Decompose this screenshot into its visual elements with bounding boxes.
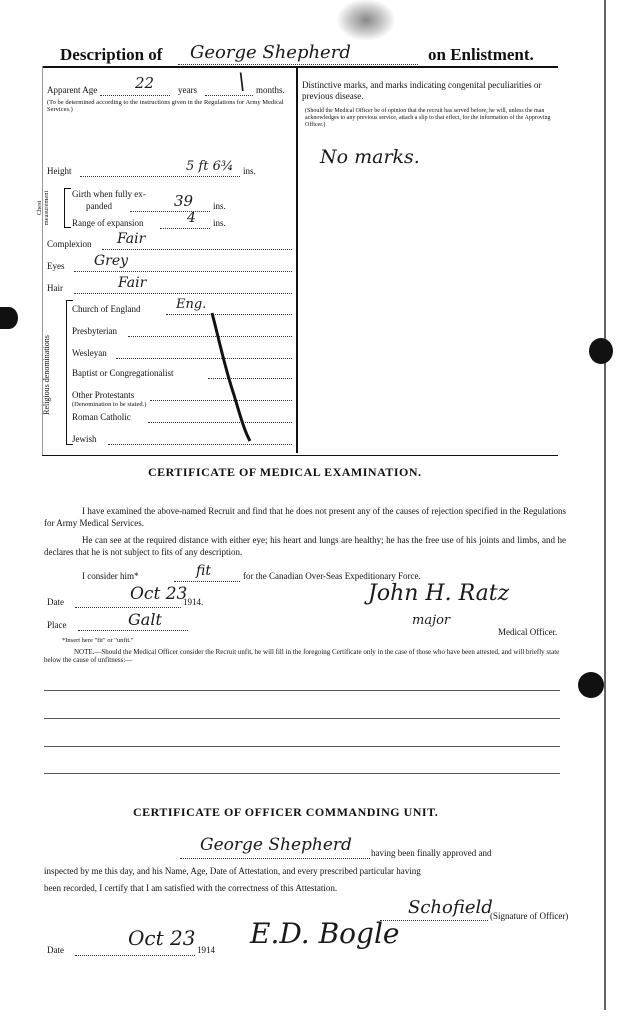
commanding-name-line xyxy=(180,858,370,859)
unfitness-line-1 xyxy=(44,690,560,691)
girth-label-2: panded xyxy=(86,201,112,211)
med-rank: major xyxy=(412,613,451,628)
med-signature: John H. Ratz xyxy=(368,581,510,606)
unfitness-line-2 xyxy=(44,718,560,719)
denomination-note: (Denomination to be stated.) xyxy=(72,401,147,408)
girth-line xyxy=(130,211,210,212)
place-value: Galt xyxy=(128,610,162,629)
religion-presbyterian: Presbyterian xyxy=(72,326,117,336)
med-year-label: 1914. xyxy=(183,597,204,607)
religion-wesleyan: Wesleyan xyxy=(72,348,107,358)
apparent-age-label: Apparent Age xyxy=(47,85,98,95)
eyes-line xyxy=(74,271,292,272)
medical-officer-label: Medical Officer. xyxy=(498,627,558,637)
officer-signature: Schofield xyxy=(408,897,493,918)
religion-baptist: Baptist or Congregationalist xyxy=(72,368,174,378)
place-line xyxy=(78,630,188,631)
religion-roman-catholic: Roman Catholic xyxy=(72,412,131,422)
religion-stroke-mark xyxy=(200,305,260,445)
complexion-line xyxy=(102,249,292,250)
header-suffix: on Enlistment. xyxy=(428,45,534,64)
commanding-title: CERTIFICATE OF OFFICER COMMANDING UNIT. xyxy=(133,805,439,819)
girth-ins-label: ins. xyxy=(213,201,226,211)
med-date-label: Date xyxy=(47,597,64,607)
top-border xyxy=(42,66,558,68)
binder-hole-bottom xyxy=(578,672,604,698)
religion-value: Eng. xyxy=(176,297,207,312)
marks-note: (Should the Medical Officer be of opinion that the recruit has served before, he will, unless the man acknowledges to any previous service, attach a slip to that effect, for the information of the Approving Officer.) xyxy=(305,108,551,128)
binder-hole-left xyxy=(0,307,18,329)
girth-label-1: Girth when fully ex- xyxy=(72,189,146,199)
cc-date-line xyxy=(75,955,195,956)
range-value: 4 xyxy=(187,210,196,226)
months-value: \ xyxy=(238,70,246,95)
height-label: Height xyxy=(47,166,72,176)
cc-year-label: 1914 xyxy=(197,945,215,955)
commanding-line-2: inspected by me this day, and his Name, Age, Date of Attestation, and every prescribed particular having xyxy=(44,866,421,876)
religion-other-protestants: Other Protestants xyxy=(72,390,135,400)
binder-hole-top xyxy=(589,338,613,364)
unfitness-line-4 xyxy=(44,773,560,774)
consider-line xyxy=(174,581,240,582)
header-prefix: Description of xyxy=(60,45,163,64)
insert-note: *Insert here "fit" or "unfit." xyxy=(62,637,134,644)
chest-bracket xyxy=(64,188,71,228)
height-ins-label: ins. xyxy=(243,166,256,176)
bottom-section-divider xyxy=(42,455,558,456)
religion-jewish: Jewish xyxy=(72,434,97,444)
range-label: Range of expansion xyxy=(72,218,144,228)
hair-value: Fair xyxy=(118,275,147,291)
med-date-value: Oct 23 xyxy=(130,584,188,604)
height-line xyxy=(80,176,240,177)
range-ins-label: ins. xyxy=(213,218,226,228)
age-line xyxy=(100,95,170,96)
eyes-value: Grey xyxy=(94,253,129,269)
commanding-line-1: having been finally approved and xyxy=(371,848,492,858)
scan-smudge-top xyxy=(338,0,394,40)
height-value: 5 ft 6¾ xyxy=(186,159,234,174)
age-value: 22 xyxy=(135,74,155,92)
age-note: (To be determined according to the instructions given in the Regulations for Army Medical Services.) xyxy=(47,99,284,114)
hair-label: Hair xyxy=(47,283,63,293)
range-line xyxy=(160,228,210,229)
med-date-line xyxy=(75,607,181,608)
for-label: for the Canadian Over-Seas Expeditionary Force. xyxy=(243,571,421,581)
consider-label: I consider him* xyxy=(82,571,139,581)
complexion-label: Complexion xyxy=(47,239,92,249)
column-divider xyxy=(296,68,298,453)
chest-label: Chest measurement xyxy=(36,190,51,226)
signature-officer-label: (Signature of Officer) xyxy=(490,911,569,921)
months-label: months. xyxy=(256,85,285,95)
years-label: years xyxy=(178,85,197,95)
header-name: George Shepherd xyxy=(190,42,351,63)
medical-para-2: He can see at the required distance with either eye; his heart and lungs are healthy; he has the free use of his joints and limbs, and he declares that he is not subject to fits of any description. xyxy=(44,535,566,557)
commanding-name-value: George Shepherd xyxy=(200,835,352,855)
religion-church-of-england: Church of England xyxy=(72,304,141,314)
right-border xyxy=(604,0,606,1010)
complexion-value: Fair xyxy=(117,231,146,247)
marks-heading: Distinctive marks, and marks indicating congenital peculiarities or previous disease. xyxy=(302,80,542,101)
medical-title: CERTIFICATE OF MEDICAL EXAMINATION. xyxy=(148,465,422,479)
cc-date-label: Date xyxy=(47,945,64,955)
hair-line xyxy=(74,293,292,294)
girth-value: 39 xyxy=(174,192,194,210)
months-line xyxy=(205,95,253,96)
place-label: Place xyxy=(47,620,67,630)
cc-date-value: Oct 23 xyxy=(128,926,196,950)
header-name-line xyxy=(178,64,418,65)
medical-note: NOTE.—Should the Medical Officer consider the Recruit unfit, he will fill in the foregoing Certificate only in the case of those who have been attested, and will briefly state below the cause of unfitness:— xyxy=(44,648,560,665)
cc-signature: E.D. Bogle xyxy=(250,917,400,950)
marks-value: No marks. xyxy=(320,146,420,168)
commanding-line-3: been recorded, I certify that I am satisfied with the correctness of this Attestation. xyxy=(44,883,338,893)
unfitness-line-3 xyxy=(44,746,560,747)
medical-para-1: I have examined the above-named Recruit and find that he does not present any of the causes of rejection specified in the Regulations for Army Medical Services. xyxy=(44,506,566,528)
eyes-label: Eyes xyxy=(47,261,65,271)
consider-value: fit xyxy=(196,563,211,579)
religious-label: Religious denominations xyxy=(42,335,51,415)
